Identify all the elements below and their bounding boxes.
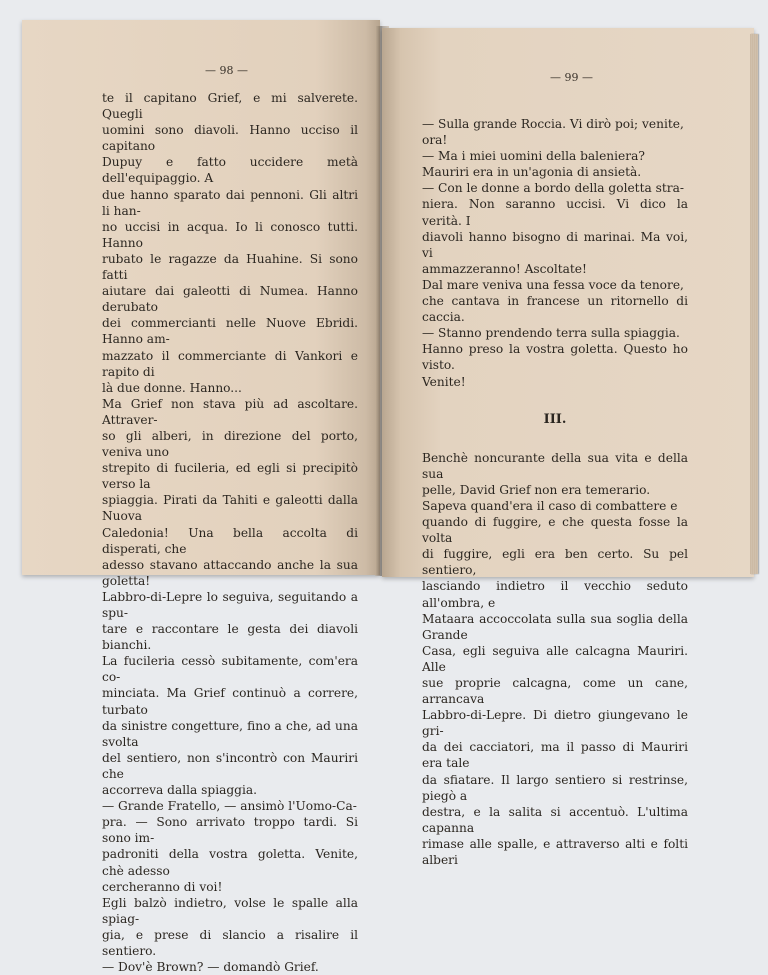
- text-line: Dal mare veniva una fessa voce da tenore,: [422, 277, 684, 292]
- text-line: Hanno preso la vostra goletta. Questo ho visto.: [422, 342, 688, 373]
- text-line: pelle, David Grief non era temerario.: [422, 482, 651, 497]
- text-line: Labbro-di-Lepre lo seguiva, seguitando a spu-: [102, 589, 358, 620]
- text-line: no uccisi in acqua. Io li conosco tutti. Hanno: [102, 219, 358, 250]
- text-line: Caledonia! Una bella accolta di disperati, che: [102, 525, 358, 556]
- text-line: ammazzeranno! Ascoltate!: [422, 261, 587, 276]
- text-line: quando di fuggire, e che questa fosse la volta: [422, 515, 688, 546]
- text-line: strepito di fucileria, ed egli si precipitò verso la: [102, 461, 358, 492]
- text-line: Egli balzò indietro, volse le spalle alla spiag-: [102, 895, 358, 926]
- text-line: adesso stavano attaccando anche la sua goletta!: [102, 557, 358, 588]
- text-line: te il capitano Grief, e mi salverete. Quegli: [102, 91, 358, 122]
- text-line: che cantava in francese un ritornello di caccia.: [422, 294, 688, 325]
- text-line: là due donne. Hanno...: [102, 380, 242, 395]
- text-line: La fucileria cessò subitamente, com'era co-: [102, 654, 358, 685]
- text-line: padroniti della vostra goletta. Venite, chè adesso: [102, 847, 358, 878]
- text-line: accorreva dalla spiaggia.: [102, 783, 258, 798]
- text-line: Sapeva quand'era il caso di combattere e: [422, 498, 678, 513]
- text-line: destra, e la salita si accentuò. L'ultima capanna: [422, 804, 688, 835]
- text-line: lasciando indietro il vecchio seduto all'ombra, e: [422, 579, 688, 610]
- text-line: da dei cacciatori, ma il passo di Mauriri era tale: [422, 740, 688, 771]
- text-line: mazzato il commerciante di Vankori e rapito di: [102, 348, 358, 379]
- text-line: gia, e prese di slancio a risalire il sentiero.: [102, 927, 358, 958]
- text-line: — Grande Fratello, — ansimò l'Uomo-Ca-: [102, 799, 357, 814]
- text-line: — Dov'è Brown? — domandò Grief.: [102, 960, 319, 975]
- text-line: spiaggia. Pirati da Tahiti e galeotti dalla Nuova: [102, 493, 358, 524]
- text-line: da sfiatare. Il largo sentiero si restrinse, piegò a: [422, 772, 688, 803]
- text-line: Ma Grief non stava più ad ascoltare. Attraver-: [102, 396, 358, 427]
- page-number-left: — 98 —: [205, 64, 248, 77]
- text-line: sue proprie calcagna, come un cane, arrancava: [422, 676, 688, 707]
- text-line: — Con le donne a bordo della goletta stra-: [422, 181, 684, 196]
- text-line: diavoli hanno bisogno di marinai. Ma voi, vi: [422, 229, 688, 260]
- text-line: — Ma i miei uomini della baleniera?: [422, 149, 645, 164]
- text-line: Benchè noncurante della sua vita e della sua: [422, 450, 688, 481]
- text-line: cercheranno di voi!: [102, 879, 223, 894]
- text-line: Mauriri era in un'agonia di ansietà.: [422, 165, 642, 180]
- left-page-text: [102, 90, 358, 975]
- text-line: so gli alberi, in direzione del porto, veniva uno: [102, 428, 358, 460]
- text-line: Venite!: [422, 374, 466, 389]
- right-page-text: [422, 116, 688, 868]
- text-line: Casa, egli seguiva alle calcagna Mauriri. Alle: [422, 643, 688, 674]
- text-line: — Stanno prendendo terra sulla spiaggia.: [422, 326, 680, 341]
- page-edges: [750, 34, 758, 574]
- text-line: dei commercianti nelle Nuove Ebridi. Hanno am-: [102, 316, 358, 347]
- page-number-right: — 99 —: [550, 71, 593, 84]
- text-line: Labbro-di-Lepre. Di dietro giungevano le gri-: [422, 708, 688, 739]
- text-line: due hanno sparato dai pennoni. Gli altri li han-: [102, 187, 358, 218]
- chapter-heading: III.: [543, 411, 567, 427]
- open-book: [22, 20, 754, 975]
- text-line: minciata. Ma Grief continuò a correre, turbato: [102, 686, 358, 717]
- left-page: [22, 20, 380, 975]
- right-page: [382, 28, 754, 868]
- text-line: rimase alle spalle, e attraverso alti e folti alberi: [422, 836, 688, 868]
- text-line: di fuggire, egli era ben certo. Su pel sentiero,: [422, 547, 688, 578]
- text-line: Mataara accoccolata sulla sua soglia della Grande: [422, 611, 688, 642]
- text-line: niera. Non saranno uccisi. Vi dico la verità. I: [422, 197, 688, 228]
- text-line: tare e raccontare le gesta dei diavoli bianchi.: [102, 622, 358, 653]
- text-line: Dupuy e fatto uccidere metà dell'equipaggio. A: [102, 155, 358, 186]
- text-line: da sinistre congetture, fino a che, ad una svolta: [102, 718, 358, 749]
- text-line: ora!: [422, 133, 448, 148]
- text-line: — Sulla grande Roccia. Vi dirò poi; venite,: [422, 117, 684, 131]
- text-line: aiutare dai galeotti di Numea. Hanno derubato: [102, 284, 358, 315]
- text-line: uomini sono diavoli. Hanno ucciso il capitano: [102, 123, 358, 154]
- text-line: del sentiero, non s'incontrò con Mauriri che: [102, 750, 358, 781]
- text-line: rubato le ragazze da Huahine. Si sono fatti: [102, 251, 358, 283]
- text-line: pra. — Sono arrivato troppo tardi. Si sono im-: [102, 815, 358, 846]
